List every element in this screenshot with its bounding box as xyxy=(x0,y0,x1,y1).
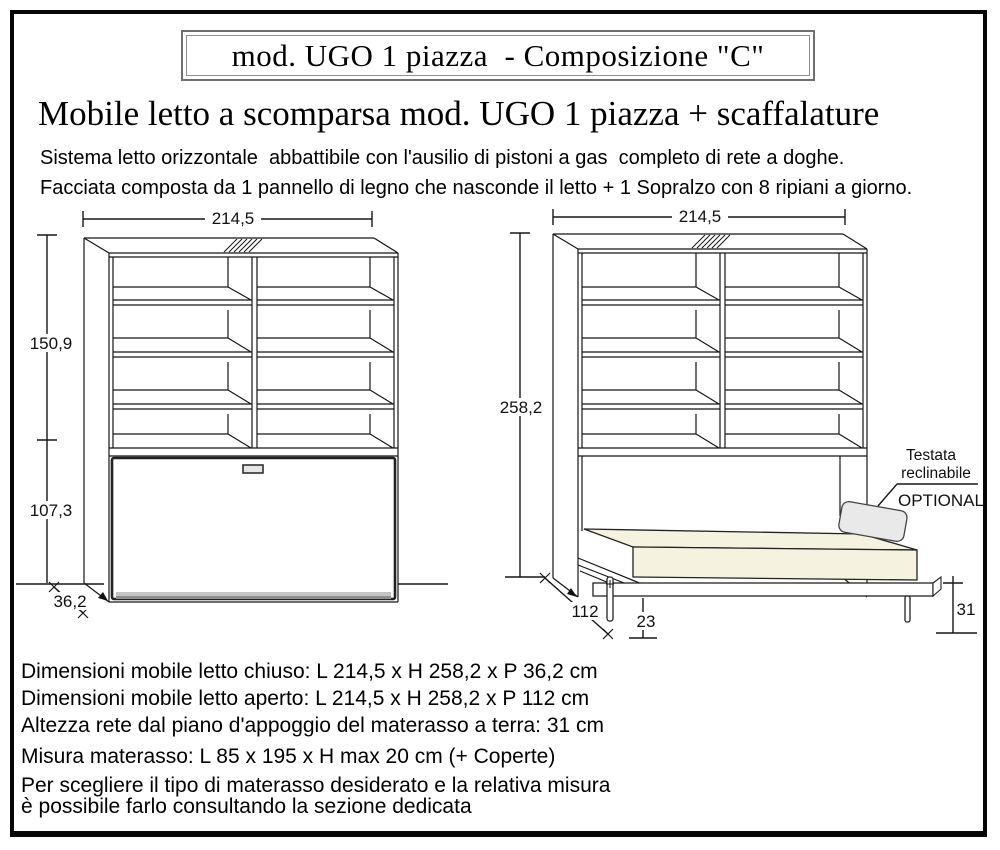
open-unit-drawing xyxy=(497,207,984,639)
open-width-dimension: 214,5 xyxy=(678,207,722,226)
spec-line-mattress-note-1: Per scegliere il tipo di materasso desiderato e la relativa misura xyxy=(21,774,611,797)
bed-panel-base-strip-dark xyxy=(116,596,391,599)
optional-label: OPTIONAL xyxy=(898,491,984,510)
product-heading: Mobile letto a scomparsa mod. UGO 1 piazza + scaffalature xyxy=(38,94,880,133)
open-unit-shelves xyxy=(578,253,867,531)
bed-height-dimension: 31 xyxy=(956,600,976,619)
page-title: mod. UGO 1 piazza - Composizione "C" xyxy=(231,37,765,73)
closed-width-dimension: 214,5 xyxy=(211,209,255,228)
headboard-note-line-2: reclinabile xyxy=(901,465,971,482)
closed-depth-dimension: 36,2 xyxy=(53,592,87,611)
spec-line-closed-dimensions: Dimensioni mobile letto chiuso: L 214,5 x H 258,2 x P 36,2 cm xyxy=(21,660,598,683)
open-unit-top-seam-hatch xyxy=(692,235,730,248)
bed-platform xyxy=(593,583,933,596)
bed-leg-rear xyxy=(905,596,910,622)
mattress-front xyxy=(633,547,917,580)
bed-panel-handle xyxy=(243,465,263,473)
closed-upper-height-dimension: 150,9 xyxy=(29,334,73,353)
description-line-1: Sistema letto orizzontale abbattibile con l'ausilio di pistoni a gas completo di rete a doghe. xyxy=(40,147,845,169)
closed-unit-drawing xyxy=(16,209,448,618)
underbed-clearance-dimension: 23 xyxy=(636,612,656,631)
spec-line-mattress-note-2: è possibile farlo consultando la sezione dedicata xyxy=(21,795,472,818)
spec-line-mattress-size: Misura materasso: L 85 x 195 x H max 20 cm (+ Coperte) xyxy=(21,745,556,768)
closed-unit-depth-arrow xyxy=(98,592,108,601)
closed-lower-height-dimension: 107,3 xyxy=(29,501,73,520)
bed-platform-end xyxy=(933,577,941,596)
closed-unit-top-seam-hatch xyxy=(224,239,262,252)
bed-panel-base-strip-light xyxy=(116,592,391,596)
open-depth-dimension: 112 xyxy=(571,602,599,621)
bed-front-panel xyxy=(112,458,395,599)
headboard-note-line-1: Testata xyxy=(906,447,956,464)
spec-line-bed-height: Altezza rete dal piano d'appoggio del materasso a terra: 31 cm xyxy=(21,714,605,737)
description-line-2: Facciata composta da 1 pannello di legno che nasconde il letto + 1 Sopralzo con 8 ripiani a giorno. xyxy=(40,177,913,199)
spec-line-open-dimensions: Dimensioni mobile letto aperto: L 214,5 x H 258,2 x P 112 cm xyxy=(21,687,590,710)
open-height-dimension: 258,2 xyxy=(499,398,543,417)
closed-unit-shelves xyxy=(109,257,398,456)
